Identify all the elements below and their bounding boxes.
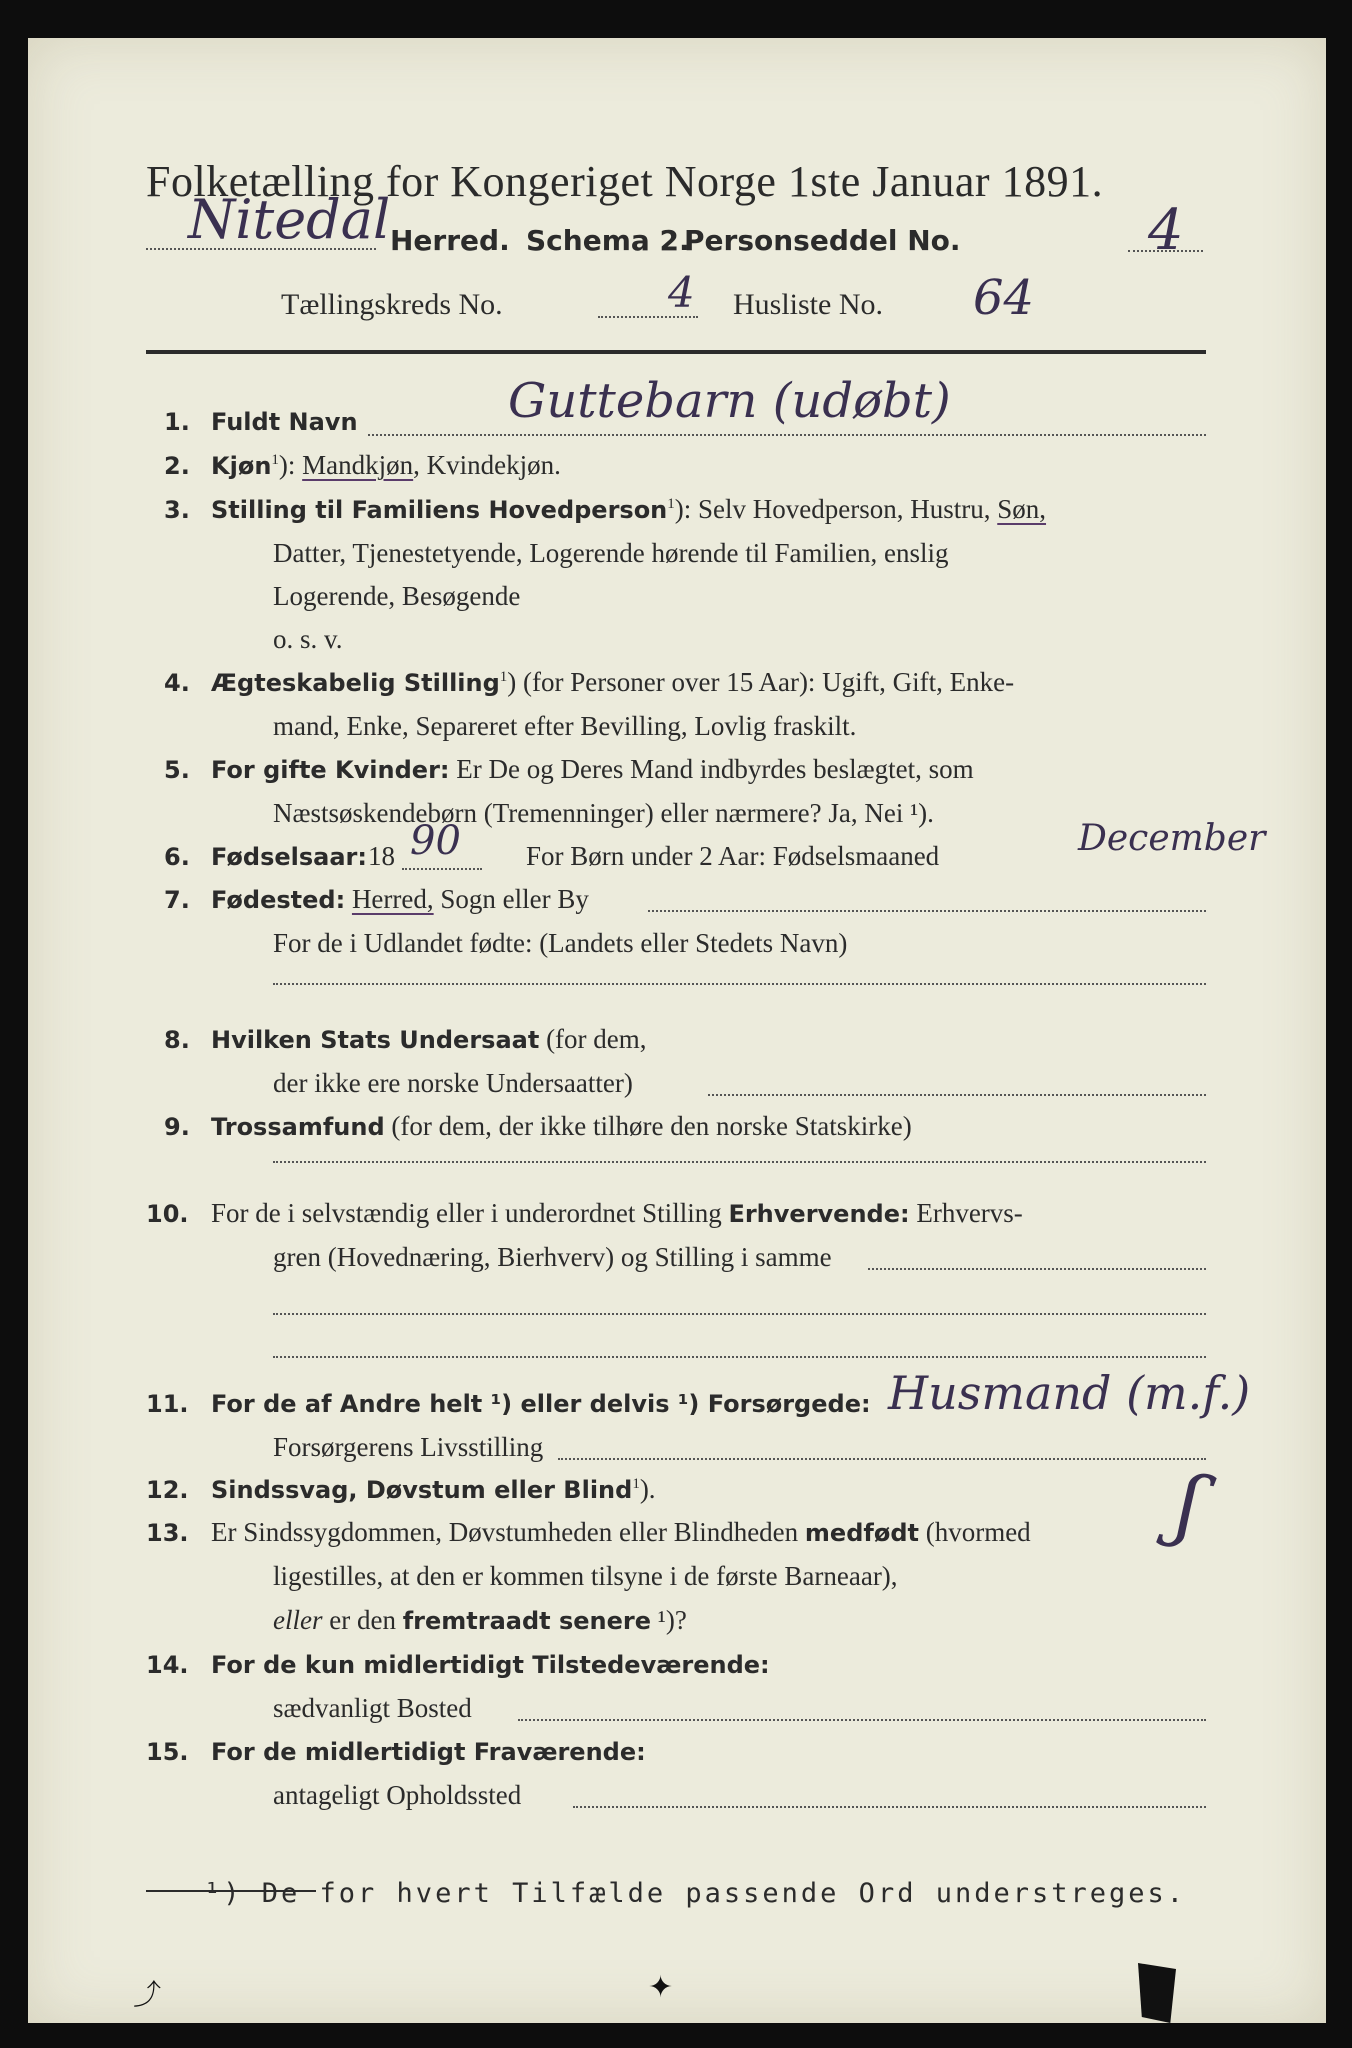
q11-number: 11. [146, 1390, 189, 1418]
q3-line1 [211, 494, 1046, 525]
q10-text-a: For de i selvstændig eller i underordnet Stilling [211, 1198, 729, 1228]
q13-text-c: (hvormed [918, 1517, 1031, 1547]
q2-options: , Kvindekjøn. [413, 450, 561, 480]
q2-line: Kjøn$^1$): Mandkjøn, Kvindekjøn. [211, 450, 561, 480]
q5-number: 5. [164, 756, 190, 784]
q14-dotted-line [518, 1719, 1206, 1721]
q15-dotted-line [573, 1806, 1206, 1808]
q9-text: (for dem, der ikke tilhøre den norske Statskirke) [384, 1111, 912, 1141]
q9-label: Trossamfund [211, 1113, 385, 1141]
q7-label: Fødested: [211, 886, 346, 914]
q15-number: 15. [146, 1738, 189, 1766]
q5-line1 [211, 754, 974, 785]
q7-options: Sogn eller By [433, 884, 589, 914]
q13-line1 [211, 1517, 1031, 1548]
q13-label: medfødt [804, 1519, 919, 1547]
q12-number: 12. [146, 1476, 189, 1504]
q1-number: 1. [164, 408, 190, 436]
q2-label: Kjøn [211, 452, 272, 480]
q5-line2: Næstsøskendebørn (Tremenninger) eller nærmere? Ja, Nei ¹). [273, 798, 934, 828]
q5-text-1: Er De og Deres Mand indbyrdes beslægtet, som [456, 754, 974, 784]
personseddel-dotted-line [1128, 250, 1203, 252]
q12-check-mark: ʃ [1170, 1456, 1208, 1553]
q10-dotted-line-1 [868, 1268, 1206, 1270]
q15-label: For de midlertidigt Fraværende: [211, 1738, 646, 1766]
q11-dotted-line [558, 1458, 1206, 1460]
q13-number: 13. [146, 1519, 189, 1547]
q2-footnote-mark: 1 [271, 452, 279, 468]
q13-text-b: er den [322, 1605, 403, 1635]
herred-value: Nitedal [188, 188, 391, 251]
q2-selected: Mandkjøn [302, 450, 414, 480]
q8-line1 [211, 1024, 647, 1055]
q6-month-label-text: For Børn under 2 Aar: Fødselsmaaned [526, 841, 940, 871]
q2-number: 2. [164, 452, 190, 480]
q3-label: Stilling til Familiens Hovedperson [211, 496, 668, 524]
q7-dotted-line [648, 910, 1206, 912]
q3-line4: o. s. v. [273, 624, 343, 654]
personseddel-value: 4 [1148, 198, 1184, 263]
q13-line2: ligestilles, at den er kommen tilsyne i de første Barneaar), [273, 1561, 898, 1591]
q8-label: Hvilken Stats Undersaat [211, 1026, 540, 1054]
q3-selected: Søn, [997, 494, 1047, 524]
q8-line2: der ikke ere norske Undersaatter) [273, 1068, 633, 1098]
corner-mark-center: ✦ [648, 1970, 674, 2005]
kreds-dotted-line [598, 316, 698, 318]
q11-value: Husmand (m.f.) [888, 1366, 1251, 1420]
q8-dotted-line [708, 1094, 1206, 1096]
q10-number: 10. [146, 1200, 189, 1228]
q4-line2: mand, Enke, Separeret efter Bevilling, Lovlig fraskilt. [273, 711, 857, 741]
q12-line1 [211, 1474, 656, 1505]
q6-month-value: December [1078, 818, 1266, 859]
q7-foreign-dotted-line [273, 983, 1206, 985]
q14-label: For de kun midlertidigt Tilstedeværende: [211, 1651, 770, 1679]
q9-number: 9. [164, 1113, 190, 1141]
q5-label: For gifte Kvinder: [211, 756, 450, 784]
q4-number: 4. [164, 669, 190, 697]
q11-label: For de af Andre helt ¹) eller delvis ¹) Forsørgede: [211, 1390, 871, 1418]
q3-options-1: ): Selv Hovedperson, Hustru, [674, 494, 991, 524]
q6-year-prefix: 18 [368, 841, 395, 871]
q6-label: Fødselsaar: [211, 843, 367, 871]
q13-text-a: Er Sindssygdommen, Døvstumheden eller Blindheden [211, 1517, 805, 1547]
q3-line3: Logerende, Besøgende [273, 581, 521, 611]
q6-month-label [526, 841, 939, 872]
q7-selected: Herred, [351, 884, 434, 914]
header-rule [146, 350, 1206, 354]
q7-line2: For de i Udlandet fødte: (Landets eller Stedets Navn) [273, 928, 848, 958]
q14-number: 14. [146, 1651, 189, 1679]
q4-options-1: ) (for Personer over 15 Aar): Ugift, Gift, Enke- [507, 667, 1015, 697]
q10-line1 [211, 1198, 1023, 1229]
q3-number: 3. [164, 496, 190, 524]
q15-line2: antageligt Opholdssted [273, 1780, 522, 1810]
kreds-label: Tællingskreds No. [281, 288, 503, 321]
kreds-value: 4 [668, 268, 695, 317]
q10-text-b: Erhvervs- [909, 1198, 1023, 1228]
form-title: Folketælling for Kongeriget Norge 1ste Januar 1891. [146, 157, 1104, 206]
husliste-label: Husliste No. [733, 288, 883, 321]
q12-footnote-mark: 1 [632, 1476, 640, 1492]
q3-line2: Datter, Tjenestetyende, Logerende hørende til Familien, enslig [273, 538, 949, 568]
q10-dotted-line-3 [273, 1356, 1206, 1358]
q6-number: 6. [164, 843, 190, 871]
q4-line1 [211, 667, 1014, 698]
q10-label: Erhvervende: [728, 1200, 910, 1228]
q4-footnote-mark: 1 [499, 669, 508, 685]
q13-line3 [273, 1605, 687, 1636]
q10-dotted-line-2 [273, 1313, 1206, 1315]
q7-number: 7. [164, 886, 190, 914]
husliste-value: 64 [973, 270, 1035, 326]
census-form-page [28, 38, 1326, 2023]
q3-footnote-mark: 1 [667, 496, 675, 512]
q13-text-d: ¹)? [651, 1605, 687, 1635]
herred-label: Herred. [390, 224, 510, 257]
footnote-text: ¹) De for hvert Tilfælde passende Ord understreges. [204, 1878, 1187, 1909]
q11-line2: Forsørgerens Livsstilling [273, 1432, 544, 1462]
q12-label: Sindssvag, Døvstum eller Blind [211, 1476, 633, 1504]
q10-line2: gren (Hovednæring, Bierhverv) og Stilling i samme [273, 1242, 832, 1272]
q9-dotted-line [273, 1161, 1206, 1163]
q6-year-value: 90 [410, 818, 461, 864]
corner-mark-left: ⤴ [133, 1978, 162, 2011]
q4-label: Ægteskabelig Stilling [211, 669, 500, 697]
q9-line1 [211, 1111, 912, 1142]
personseddel-label: Personseddel No. [684, 224, 961, 257]
q12-tail: ). [639, 1474, 656, 1504]
q8-text: (for dem, [539, 1024, 647, 1054]
schema-label: Schema 2. [526, 224, 690, 257]
q1-value: Guttebarn (udøbt) [508, 373, 951, 429]
q1-label: Fuldt Navn [211, 408, 358, 436]
q8-number: 8. [164, 1026, 190, 1054]
q7-line1 [211, 884, 589, 915]
q1-dotted-line [368, 434, 1206, 436]
q6-year-dotted-line [402, 868, 482, 870]
q13-label-2: fremtraadt senere [402, 1607, 652, 1635]
corner-mark-right [1138, 1963, 1176, 2023]
q14-line2: sædvanligt Bosted [273, 1693, 472, 1723]
q13-eller: eller [273, 1605, 323, 1635]
